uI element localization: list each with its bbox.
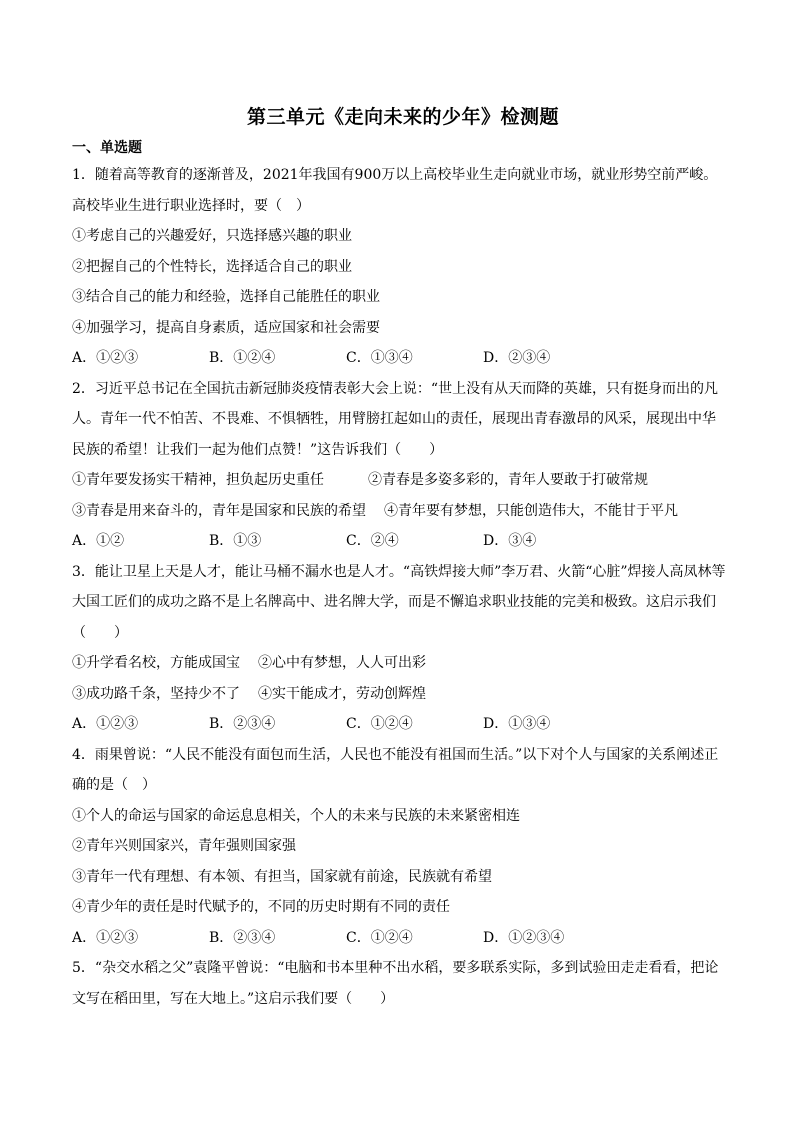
question-stem-line: 人。青年一代不怕苦、不畏难、不惧牺牲，用臂膀扛起如山的责任，展现出青春激昂的风采，展现出中华 xyxy=(72,411,716,427)
question-stem-line: （ ） xyxy=(72,624,128,641)
statement-item: ①升学看名校，方能成国宝 xyxy=(72,655,240,671)
statement-item: ②心中有梦想，人人可出彩 xyxy=(258,655,426,671)
question-4 xyxy=(72,740,734,954)
question-1 xyxy=(72,160,734,374)
question-stem-line: 2．习近平总书记在全国抗击新冠肺炎疫情表彰大会上说：“世上没有从天而降的英雄，只有挺身而出的凡 xyxy=(72,380,719,397)
question-stem-line: 文写在稻田里，写在大地上。”这启示我们要（ ） xyxy=(72,990,395,1007)
statement-item: ④青年要有梦想，只能创造伟大，不能甘于平凡 xyxy=(384,502,678,519)
answer-option-c[interactable]: C．①②④ xyxy=(346,929,413,946)
answer-options xyxy=(72,709,734,740)
statement-item: ④加强学习，提高自身素质，适应国家和社会需要 xyxy=(72,319,380,336)
answer-option-d[interactable]: D．③④ xyxy=(483,533,537,549)
answer-options xyxy=(72,526,734,557)
answer-option-a[interactable]: A．①②③ xyxy=(72,716,139,732)
question-stem-line: 1．随着高等教育的逐渐普及，2021年我国有900万以上高校毕业生走向就业市场，就业形势空前严峻。 xyxy=(72,167,718,183)
statement-item: ④青少年的责任是时代赋予的，不同的历史时期有不同的责任 xyxy=(72,899,450,915)
statement-row xyxy=(72,465,734,496)
question-stem-line: 4．雨果曾说：“人民不能没有面包而生活，人民也不能没有祖国而生活。”以下对个人与国家的关系阐述正 xyxy=(72,746,719,763)
answer-option-a[interactable]: A．①②③ xyxy=(72,350,139,366)
statement-item: ③青年一代有理想、有本领、有担当，国家就有前途，民族就有希望 xyxy=(72,868,492,885)
question-stem-line: 高校毕业生进行职业选择时，要（ ） xyxy=(72,197,310,214)
question-stem-line: 民族的希望！让我们一起为他们点赞！”这告诉我们（ ） xyxy=(72,441,444,458)
answer-option-c[interactable]: C．②④ xyxy=(346,533,399,549)
question-2 xyxy=(72,374,734,557)
statement-item: ③成功路千条，坚持少不了 xyxy=(72,685,240,702)
statement-item: ②把握自己的个性特长，选择适合自己的职业 xyxy=(72,258,352,275)
answer-option-b[interactable]: B．②③④ xyxy=(209,929,276,946)
answer-option-b[interactable]: B．①②④ xyxy=(209,350,276,366)
answer-option-d[interactable]: D．①③④ xyxy=(483,716,551,732)
answer-option-b[interactable]: B．①③ xyxy=(209,533,262,549)
statement-row xyxy=(72,496,734,527)
answer-option-a[interactable]: A．①② xyxy=(72,533,125,549)
question-stem-line: 5．“杂交水稻之父”袁隆平曾说：“电脑和书本里种不出水稻，要多联系实际，多到试验田走走看看，把论 xyxy=(72,960,719,976)
statement-item: ①考虑自己的兴趣爱好，只选择感兴趣的职业 xyxy=(72,228,352,244)
question-stem-line: 3．能让卫星上天是人才，能让马桶不漏水也是人才。“高铁焊接大师”李万君、火箭“心脏”焊接人高凤林等 xyxy=(72,563,726,580)
statement-item: ④实干能成才，劳动创辉煌 xyxy=(258,685,426,702)
statement-item: ③结合自己的能力和经验，选择自己能胜任的职业 xyxy=(72,289,380,305)
statement-item: ②青春是多姿多彩的，青年人要敢于打破常规 xyxy=(368,472,648,488)
answer-option-d[interactable]: D．①②③④ xyxy=(483,929,565,946)
section-heading: 一、单选题 xyxy=(72,140,142,156)
answer-option-c[interactable]: C．①②④ xyxy=(346,716,413,732)
statement-row xyxy=(72,648,734,679)
answer-options xyxy=(72,923,734,954)
answer-option-d[interactable]: D．②③④ xyxy=(483,350,551,366)
statement-row xyxy=(72,679,734,710)
question-3 xyxy=(72,557,734,740)
question-stem-line: 大国工匠们的成功之路不是上名牌高中、进名牌大学，而是不懈追求职业技能的完美和极致。这启示我们 xyxy=(72,594,716,610)
answer-option-b[interactable]: B．②③④ xyxy=(209,716,276,732)
answer-option-a[interactable]: A．①②③ xyxy=(72,929,139,946)
statement-item: ②青年兴则国家兴，青年强则国家强 xyxy=(72,838,296,854)
answer-option-c[interactable]: C．①③④ xyxy=(346,350,413,366)
question-5 xyxy=(72,953,734,1014)
statement-item: ①个人的命运与国家的命运息息相关，个人的未来与民族的未来紧密相连 xyxy=(72,807,520,824)
answer-options xyxy=(72,343,734,374)
question-stem-line: 确的是（ ） xyxy=(72,777,156,793)
statement-item: ③青春是用来奋斗的，青年是国家和民族的希望 xyxy=(72,502,366,519)
statement-item: ①青年要发扬实干精神，担负起历史重任 xyxy=(72,472,324,488)
page-title: 第三单元《走向未来的少年》检测题 xyxy=(246,106,559,128)
